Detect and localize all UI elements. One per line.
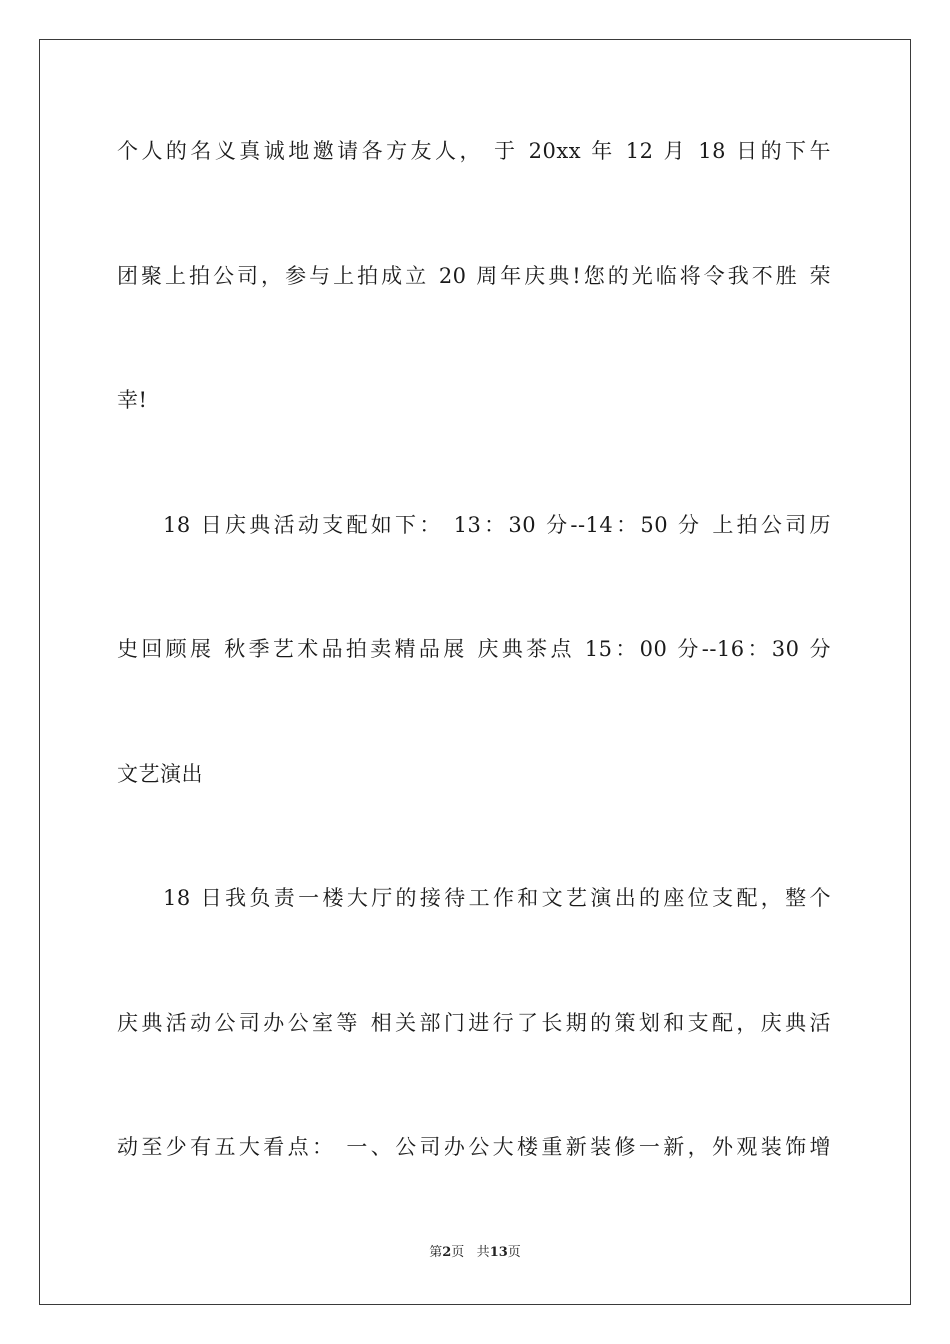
page-footer <box>0 1245 950 1261</box>
body-line-4: 18 日庆典活动支配如下： 13：30 分--14：50 分 上拍公司历 <box>163 513 831 537</box>
body-line-1: 个人的名义真诚地邀请各方友人， 于 20xx 年 12 月 18 日的下午 <box>117 139 831 163</box>
footer-page-number: 2 <box>442 1245 452 1260</box>
page-border <box>39 39 911 1305</box>
body-line-8: 庆典活动公司办公室等 相关部门进行了长期的策划和支配，庆典活 <box>117 1011 831 1035</box>
footer-page-suffix: 页 <box>451 1245 465 1260</box>
footer-page-prefix: 第 <box>429 1245 443 1260</box>
footer-total-pages: 13 <box>489 1245 508 1260</box>
body-line-3: 幸! <box>117 388 148 412</box>
footer-total-suffix: 页 <box>507 1245 521 1260</box>
body-line-2: 团聚上拍公司，参与上拍成立 20 周年庆典!您的光临将令我不胜 荣 <box>117 264 831 288</box>
body-line-5: 史回顾展 秋季艺术品拍卖精品展 庆典茶点 15：00 分--16：30 分 <box>117 637 831 661</box>
body-line-9: 动至少有五大看点： 一、公司办公大楼重新装修一新，外观装饰增 <box>117 1135 831 1159</box>
body-line-6: 文艺演出 <box>117 762 203 786</box>
body-line-7: 18 日我负责一楼大厅的接待工作和文艺演出的座位支配，整个 <box>163 886 831 910</box>
footer-total-prefix: 共 <box>476 1245 490 1260</box>
